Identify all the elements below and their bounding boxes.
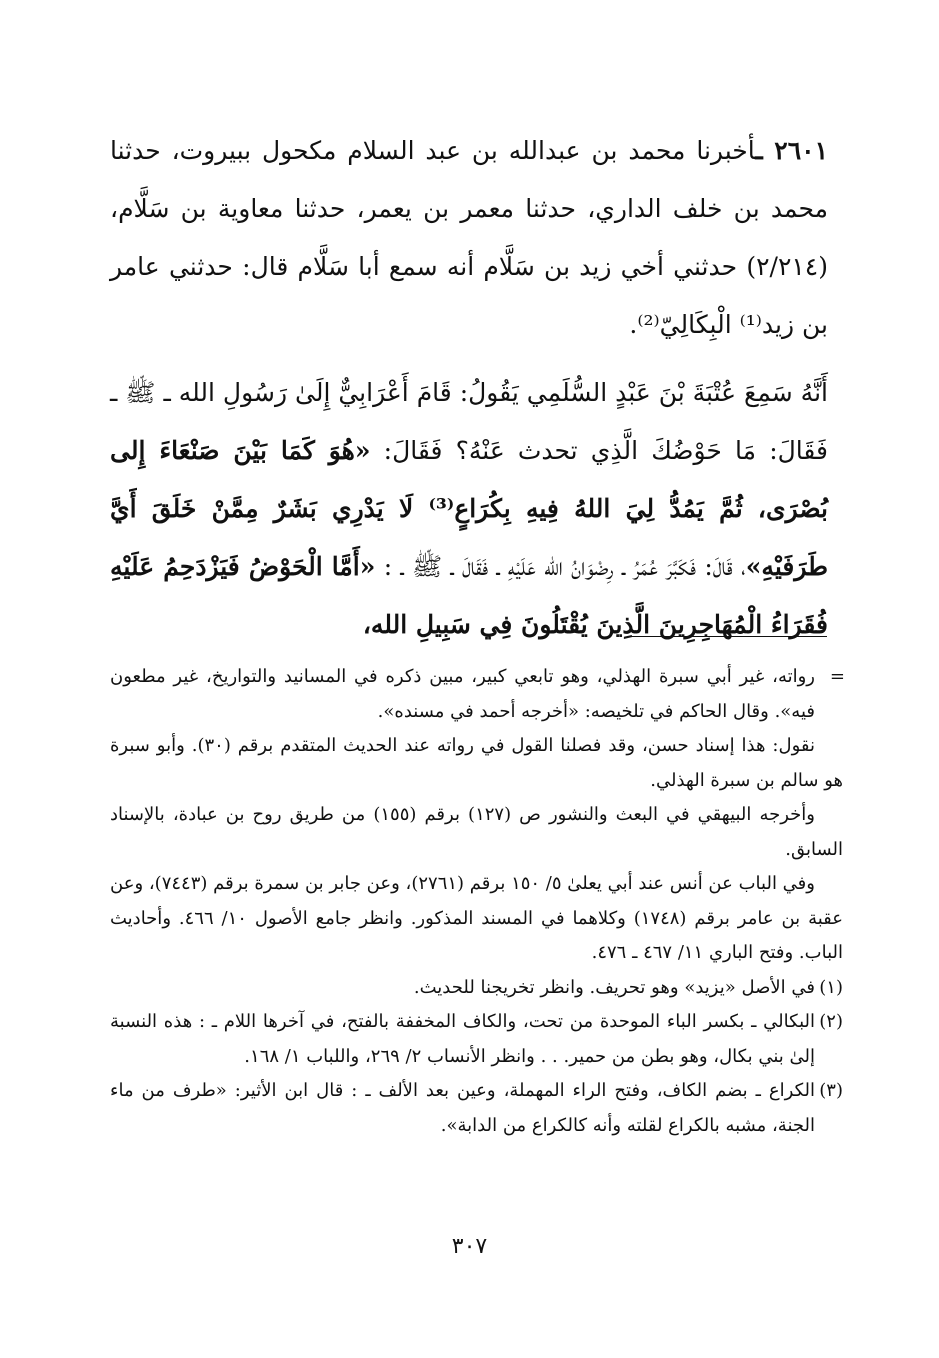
footnote-3-text: الكراع ـ بضم الكاف، وفتح الراء المهملة، وعين بعد الألف ـ : قال ابن الأثير: «طرف من ماء الجنة، مشبه بالكراع لقلته وأنه كالكراع من الدابة». — [110, 1080, 815, 1136]
footnote-paragraph-4: وفي الباب عن أنس عند أبي يعلىٰ ٥/ ١٥٠ برقم (٢٧٦١)، وعن جابر بن سمرة برقم (٧٤٤٣)، وعن عقبة بن عامر برقم (١٧٤٨) وكلاهما في المسند المذكور. وانظر جامع الأصول ١٠/ ٤٦٦. وأحاديث الباب. وفتح الباري ١١/ ٤٦٧ ـ ٤٧٦. — [110, 873, 843, 963]
footnote-continuation — [110, 660, 843, 729]
hadith-quote-1: «هُوَ كَمَا بَيْنَ صَنْعَاءَ إِلى بُصْرَى، ثُمَّ يَمُدُّ لِيَ اللهُ فِيهِ بِكُرَاعٍ⁽³⁾ لَا يَدْرِي بَشَرٌ مِمَّنْ خَلَقَ أَيَّ طَرَفَيْهِ» — [110, 436, 829, 581]
continuation-mark: = — [829, 666, 845, 687]
footnote-separator — [627, 636, 827, 637]
footnote-2-mark: (٢) — [819, 1011, 843, 1032]
footnote-1-text: في الأصل «يزيد» وهو تحريف. وانظر تخريجنا للحديث. — [413, 976, 815, 998]
footnote-2-text: البكالي ـ بكسر الباء الموحدة من تحت، والكاف المخففة بالفتح، في آخرها اللام ـ : هذه النسبة إلىٰ بني بكال، وهو بطن من حمير. . . وانظر الأنساب ٢/ ٢٦٩، واللباب ١/ ١٦٨. — [110, 1011, 815, 1067]
hadith-matn-paragraph — [110, 364, 828, 654]
footnote-continuation-text: رواته، غير أبي سبرة الهذلي، وهو تابعي كبير، مبين ذكره في المسانيد والتواريخ، غير مطعون فيه». وقال الحاكم في تلخيصه: «أخرجه أحمد في مسنده». — [110, 666, 815, 722]
hadith-block — [110, 122, 828, 654]
footnote-1 — [110, 971, 843, 1006]
hadith-matn-intro: أَنَّهُ سَمِعَ عُتْبَةَ بْنَ عَبْدٍ السُّلَمِي يَقُولُ: قَامَ أَعْرَابِيٌّ إِلَىٰ رَسُولِ الله ـ ﷺ ـ فَقَالَ: مَا حَوْضُكَ الَّذِي تحدث عَنْهُ؟ فَقَالَ: — [110, 378, 828, 465]
footnote-paragraph-2: نقول: هذا إسناد حسن، وقد فصلنا القول في رواته عند الحديث المتقدم برقم (٣٠). وأبو سبرة هو سالم بن سبرة الهذلي. — [110, 735, 843, 791]
hadith-matn-middle: ، قَالَ: فَكَبَّرَ عُمَرُ ـ رِضْوَانُ الله عَلَيْهِ ـ فَقَالَ ـ ﷺ ـ : — [375, 552, 746, 581]
footnotes-block — [110, 660, 843, 1143]
page-number: ٣٠٧ — [451, 1234, 488, 1259]
footnote-paragraph-3: وأخرجه البيهقي في البعث والنشور ص (١٢٧) برقم (١٥٥) من طريق روح بن عبادة، بالإسناد السابق. — [110, 804, 843, 860]
footnote-3 — [110, 1074, 843, 1143]
hadith-isnad: أخبرنا محمد بن عبدالله بن عبد السلام مكحول ببيروت، حدثنا محمد بن خلف الداري، حدثنا معمر بن يعمر، حدثنا معاوية بن سَلَّام، (٢/٢١٤) حدثني أخي زيد بن سَلَّام أنه سمع أبا سَلَّام قال: حدثني عامر بن زيد⁽¹⁾ الْبِكَالِيّ⁽²⁾. — [110, 136, 828, 339]
hadith-isnad-paragraph — [110, 122, 828, 354]
footnote-2 — [110, 1005, 843, 1074]
footnote-1-mark: (١) — [819, 976, 843, 998]
hadith-number: ٢٦٠١ ـ — [755, 136, 828, 165]
footnote-3-mark: (٣) — [819, 1080, 843, 1101]
hadith-quote-2: «أَمَّا الْحَوْضُ فَيَزْدَحِمُ عَلَيْهِ فُقَرَاءُ الْمُهَاجِرِينَ الَّذِينَ يُقْتَلُونَ فِي سَبِيلِ الله، — [110, 552, 828, 639]
